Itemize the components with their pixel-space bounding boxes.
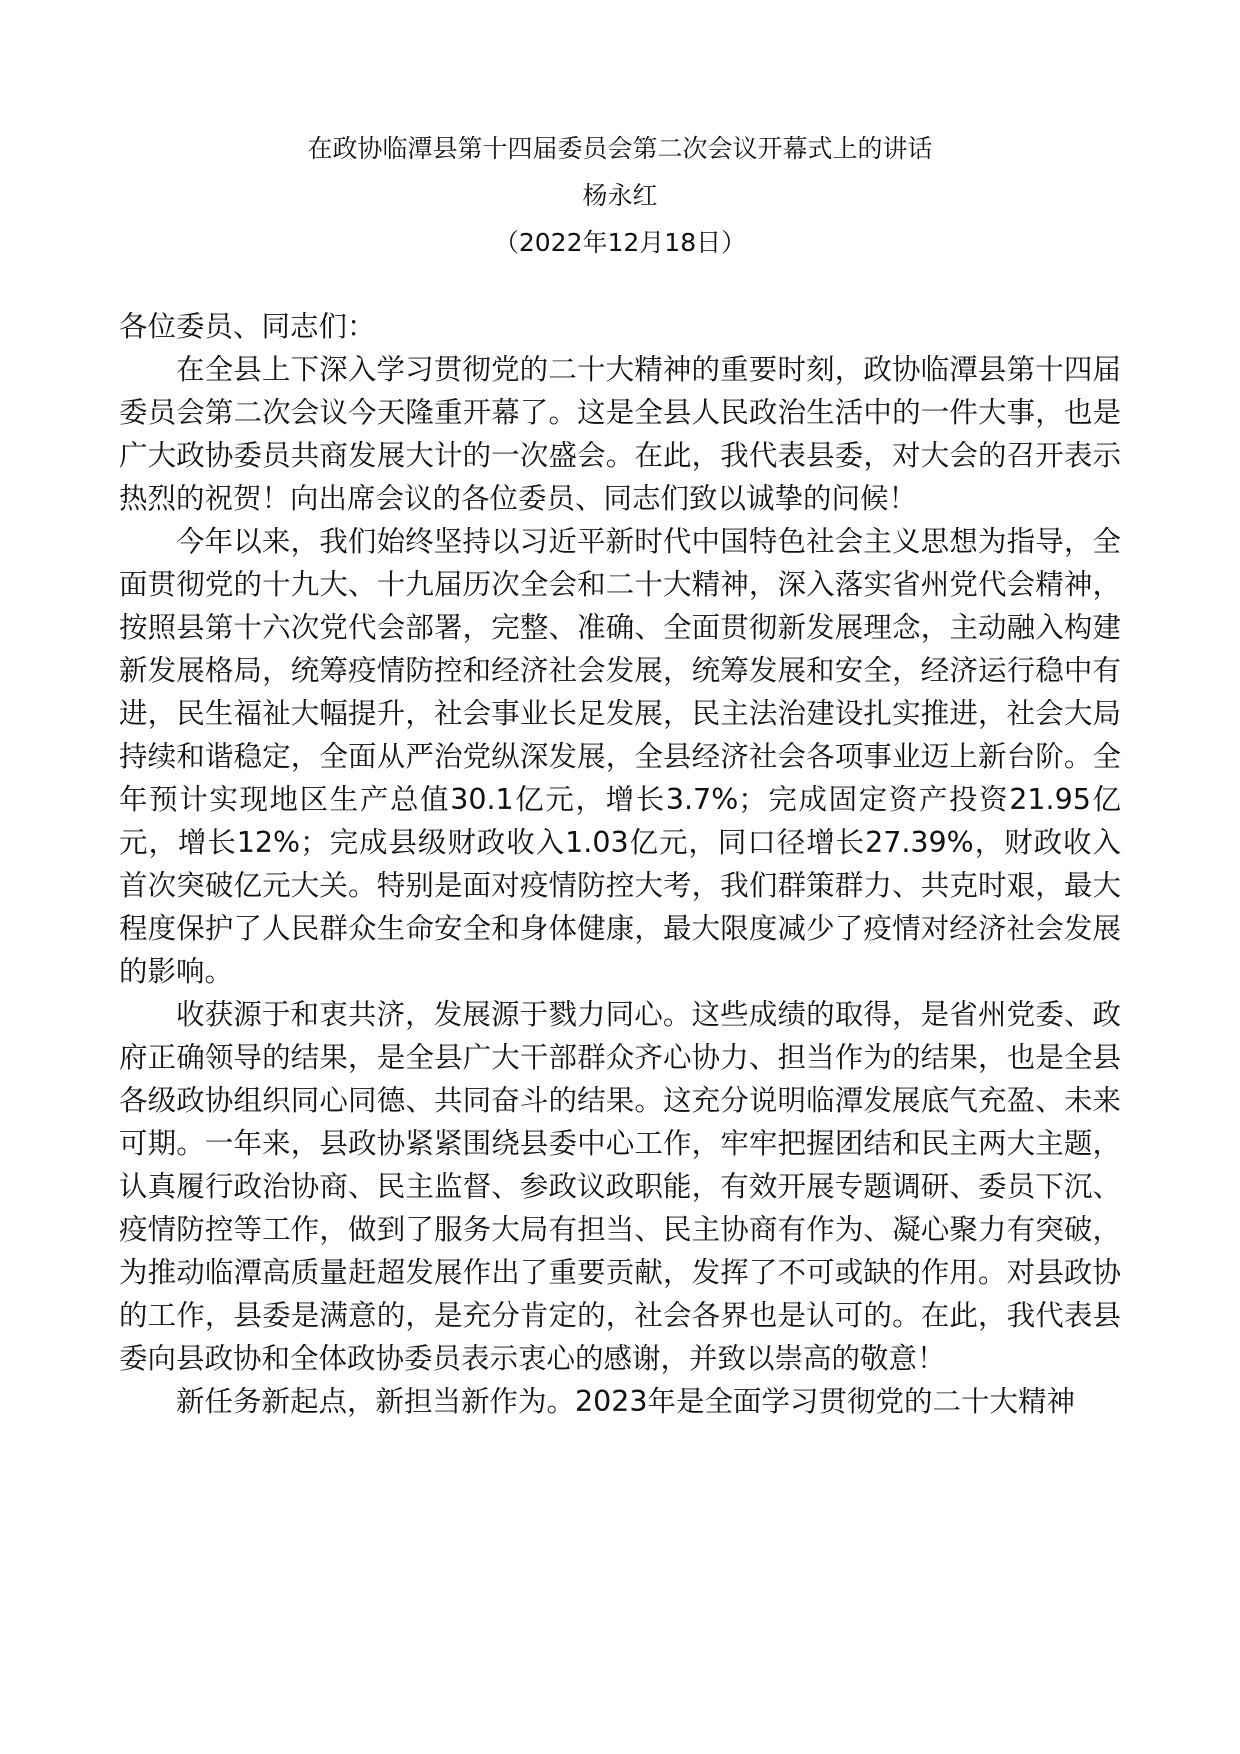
paragraph-achievements: 今年以来，我们始终坚持以习近平新时代中国特色社会主义思想为指导，全面贯彻党的十九大、十九届历次全会和二十大精神，深入落实省州党代会精神，按照县第十六次党代会部署，完整、准确、全面贯彻新发展理念，主动融入构建新发展格局，统筹疫情防控和经济社会发展，统筹发展和安全，经济运行稳中有进，民生福祉大幅提升，社会事业长足发展，民主法治建设扎实推进，社会大局持续和谐稳定，全面从严治党纵深发展，全县经济社会各项事业迈上新台阶。全年预计实现地区生产总值30.1亿元，增长3.7%；完成固定资产投资21.95亿元，增长12%；完成县级财政收入1.03亿元，同口径增长27.39%，财政收入首次突破亿元大关。特别是面对疫情防控大考，我们群策群力、共克时艰，最大程度保护了人民群众生命安全和身体健康，最大限度减少了疫情对经济社会发展的影响。 xyxy=(119,525,1121,988)
salutation: 各位委员、同志们： xyxy=(119,310,376,343)
paragraph-gratitude: 收获源于和衷共济，发展源于戮力同心。这些成绩的取得，是省州党委、政府正确领导的结果，是全县广大干部群众齐心协力、担当作为的结果，也是全县各级政协组织同心同德、共同奋斗的结果。这充分说明临潭发展底气充盈、未来可期。一年来，县政协紧紧围绕县委中心工作，牢牢把握团结和民主两大主题，认真履行政治协商、民主监督、参政议政职能，有效开展专题调研、委员下沉、疫情防控等工作，做到了服务大局有担当、民主协商有作为、凝心聚力有突破，为推动临潭高质量赶超发展作出了重要贡献，发挥了不可或缺的作用。对县政协的工作，县委是满意的，是充分肯定的，社会各界也是认可的。在此，我代表县委向县政协和全体政协委员表示衷心的感谢，并致以崇高的敬意！ xyxy=(119,998,1121,1375)
speech-body xyxy=(119,305,1121,1423)
speech-title: 在政协临潭县第十四届委员会第二次会议开幕式上的讲话 xyxy=(307,134,933,163)
paragraph-opening: 在全县上下深入学习贯彻党的二十大精神的重要时刻，政协临潭县第十四届委员会第二次会议今天隆重开幕了。这是全县人民政治生活中的一件大事，也是广大政协委员共商发展大计的一次盛会。在此，我代表县委，对大会的召开表示热烈的祝贺！向出席会议的各位委员、同志们致以诚挚的问候！ xyxy=(119,353,1121,515)
speech-date: （2022年12月18日） xyxy=(493,228,747,257)
speaker-name: 杨永红 xyxy=(582,181,658,210)
paragraph-new-tasks: 新任务新起点，新担当新作为。2023年是全面学习贯彻党的二十大精神 xyxy=(176,1385,1076,1418)
